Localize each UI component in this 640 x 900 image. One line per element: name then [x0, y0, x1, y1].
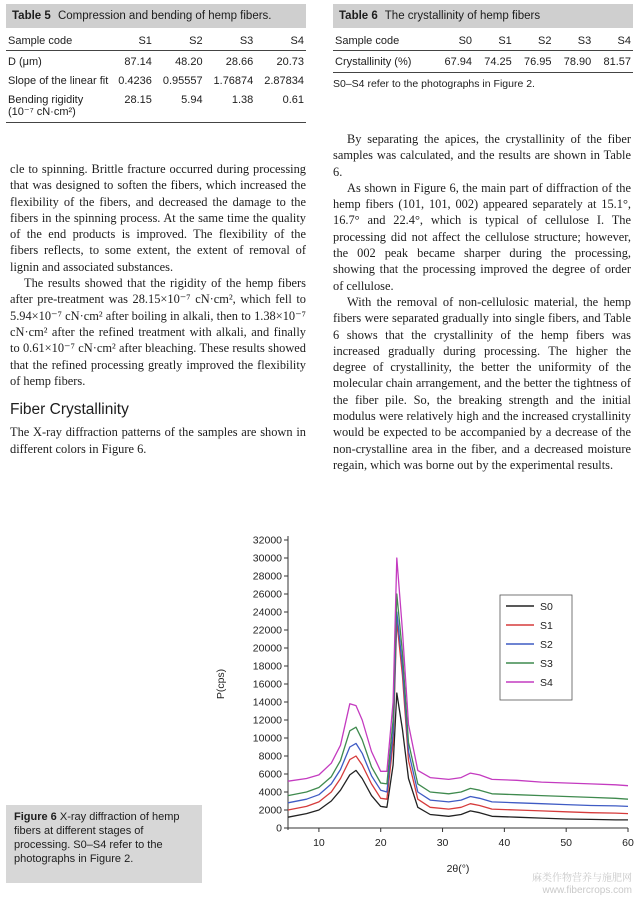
- x-tick-label: 10: [313, 837, 325, 849]
- figure-label: Figure 6: [14, 811, 57, 823]
- table-cell: 87.14: [124, 56, 152, 68]
- table-cell: 81.57: [593, 51, 633, 73]
- table-cell: D (μm): [8, 56, 42, 68]
- table-cell: 0.4236: [118, 75, 152, 87]
- legend-label: S3: [540, 658, 553, 670]
- y-tick-label: 2000: [258, 804, 282, 817]
- y-tick-label: 20000: [252, 642, 282, 655]
- watermark: [532, 873, 632, 897]
- series-line-s4: [288, 558, 628, 786]
- y-tick-label: 8000: [258, 750, 282, 763]
- y-tick-label: 6000: [258, 768, 282, 781]
- x-tick-label: 60: [622, 837, 634, 849]
- x-tick-label: 40: [498, 837, 511, 849]
- y-tick-label: 16000: [252, 678, 282, 691]
- y-tick-label: 0: [276, 822, 282, 835]
- table-5-title-bar: [6, 4, 306, 28]
- table-header-cell: S4: [255, 33, 306, 51]
- legend-label: S4: [540, 677, 553, 689]
- table-cell: 28.15: [110, 89, 154, 123]
- y-tick-label: 18000: [252, 660, 282, 673]
- y-tick-label: 10000: [252, 732, 282, 745]
- table-row: [6, 70, 306, 89]
- paragraph: The X-ray diffraction patterns of the samples are shown in different colors in Figure 6.: [10, 425, 306, 456]
- x-tick-label: 20: [374, 837, 387, 849]
- table-cell: Bending rigidity (10⁻⁷ cN·cm²): [6, 89, 110, 123]
- table-row: [6, 51, 306, 71]
- table-header-cell: S0: [434, 33, 474, 51]
- watermark-line: 麻类作物营养与施肥网: [532, 873, 632, 884]
- table-6-note: S0–S4 refer to the photographs in Figure 2.: [333, 78, 535, 90]
- table-row: [6, 89, 306, 123]
- legend-label: S2: [540, 639, 553, 651]
- table-header-cell: S2: [154, 33, 205, 51]
- table-6-title-bar: [333, 4, 633, 28]
- y-tick-label: 30000: [252, 552, 282, 565]
- table-cell: 20.73: [276, 56, 304, 68]
- table-cell: Slope of the linear fit: [8, 75, 109, 87]
- table-6-header-row: [333, 33, 633, 51]
- series-line-s1: [288, 621, 628, 814]
- table-6-label: Table 6: [339, 10, 378, 22]
- paragraph: The results showed that the rigidity of the hemp fibers after pre-treatment was 28.15×10⁻⁷ cN·cm², which fell to 5.94×10⁻⁷ cN·cm² after boiling in alkali, then to 1.38×10⁻⁷ cN·cm² after the refined treatment with alkali, and finally to 0.61×10⁻⁷ cN·cm² after bleaching. These results showed that the refined processing greatly improved the flexibility of hemp fibers.: [10, 276, 306, 388]
- table-cell: 5.94: [154, 89, 205, 123]
- x-tick-label: 30: [436, 837, 449, 849]
- table-5: [6, 4, 306, 123]
- table-header-cell: Sample code: [333, 33, 434, 51]
- table-5-grid: [6, 33, 306, 123]
- table-row: [333, 51, 633, 73]
- table-6-title: The crystallinity of hemp fibers: [384, 10, 541, 22]
- xrd-chart: [200, 530, 640, 892]
- table-cell: 48.20: [175, 56, 203, 68]
- legend-box: [500, 595, 572, 700]
- table-header-cell: S4: [593, 33, 633, 51]
- table-header-cell: S1: [474, 33, 514, 51]
- table-header-cell: Sample code: [6, 33, 110, 51]
- left-column: [10, 161, 306, 457]
- chart-plot-layer: [215, 535, 634, 876]
- table-header-cell: S2: [514, 33, 554, 51]
- y-tick-label: 32000: [252, 534, 282, 547]
- watermark-line: www.fibercrops.com: [542, 885, 632, 896]
- right-column: [333, 131, 631, 473]
- table-cell: 1.76874: [213, 75, 254, 87]
- table-5-label: Table 5: [12, 10, 51, 22]
- table-cell: 28.66: [225, 56, 254, 68]
- y-tick-label: 24000: [252, 606, 282, 619]
- y-axis-label: P(cps): [215, 668, 227, 700]
- table-cell: 1.38: [205, 89, 256, 123]
- y-tick-label: 26000: [252, 588, 282, 601]
- table-5-header-row: [6, 33, 306, 51]
- section-heading: Fiber Crystallinity: [10, 401, 129, 419]
- paragraph: As shown in Figure 6, the main part of diffraction of the hemp fibers (101, 101, 002) appeared separately at 15.1°, 16.7° and 22.4°, which is typical of cellulose I. The processing did not affect the cellulose structure; however, the 002 peak became sharper during the processing, showing that the processing improved the degree of order of cellulose.: [333, 180, 631, 293]
- y-tick-label: 22000: [252, 624, 282, 637]
- legend-label: S1: [540, 620, 553, 632]
- paragraph: With the removal of non-cellulosic material, the hemp fibers were separated gradually into single fibers, and Table 6 shows that the crystallinity of the hemp fibers was increased gradually during processing. The higher the degree of crystallinity, the better the uniformity of the molecular chain arrangement, and the better the tightness of the fiber pile. So, the breaking strength and the initial modulus were relatively high and the increased crystallinity would be expected to be accompanied by a decrease of the non-crystalline area in the fiber, and a decreased moisture regain, which was borne out by the experimental results.: [333, 294, 631, 472]
- y-tick-label: 28000: [252, 570, 282, 583]
- y-tick-label: 12000: [252, 714, 282, 727]
- table-cell: 78.90: [554, 51, 594, 73]
- x-tick-label: 50: [560, 837, 573, 849]
- table-cell: 0.61: [255, 89, 306, 123]
- y-tick-label: 4000: [258, 786, 282, 799]
- table-cell: 74.25: [474, 51, 514, 73]
- table-6: [333, 4, 633, 90]
- table-cell: 0.95557: [162, 75, 203, 87]
- paragraph: cle to spinning. Brittle fracture occurred during processing that was designed to soften the fibers, which increased the flexibility of the fibers, and decreased the damage to the fibers in the spinning process. At the same time the quality of the end products is improved. The flexibility of the fibers reflects, to some extent, the extent of removal of lignin and associated substances.: [10, 162, 306, 274]
- table-cell: Crystallinity (%): [333, 51, 434, 73]
- table-cell: 76.95: [514, 51, 554, 73]
- table-cell: 67.94: [434, 51, 474, 73]
- y-tick-label: 14000: [252, 696, 282, 709]
- table-6-grid: [333, 33, 633, 73]
- series-line-s2: [288, 612, 628, 806]
- x-axis-label: 2θ(°): [446, 863, 470, 875]
- table-cell: 2.87834: [264, 75, 304, 87]
- legend-label: S0: [540, 601, 553, 613]
- table-header-cell: S1: [110, 33, 154, 51]
- series-line-s3: [288, 594, 628, 799]
- table-header-cell: S3: [205, 33, 256, 51]
- figure-caption-text: X-ray diffraction of hemp fibers at different stages of processing. S0–S4 refer to the photographs in Figure 2.: [14, 811, 180, 865]
- table-5-title: Compression and bending of hemp fibers.: [57, 10, 272, 22]
- figure-caption: [6, 805, 202, 883]
- table-header-cell: S3: [554, 33, 594, 51]
- paragraph: By separating the apices, the crystallinity of the fiber samples was calculated, and the results are shown in Table 6.: [333, 132, 631, 179]
